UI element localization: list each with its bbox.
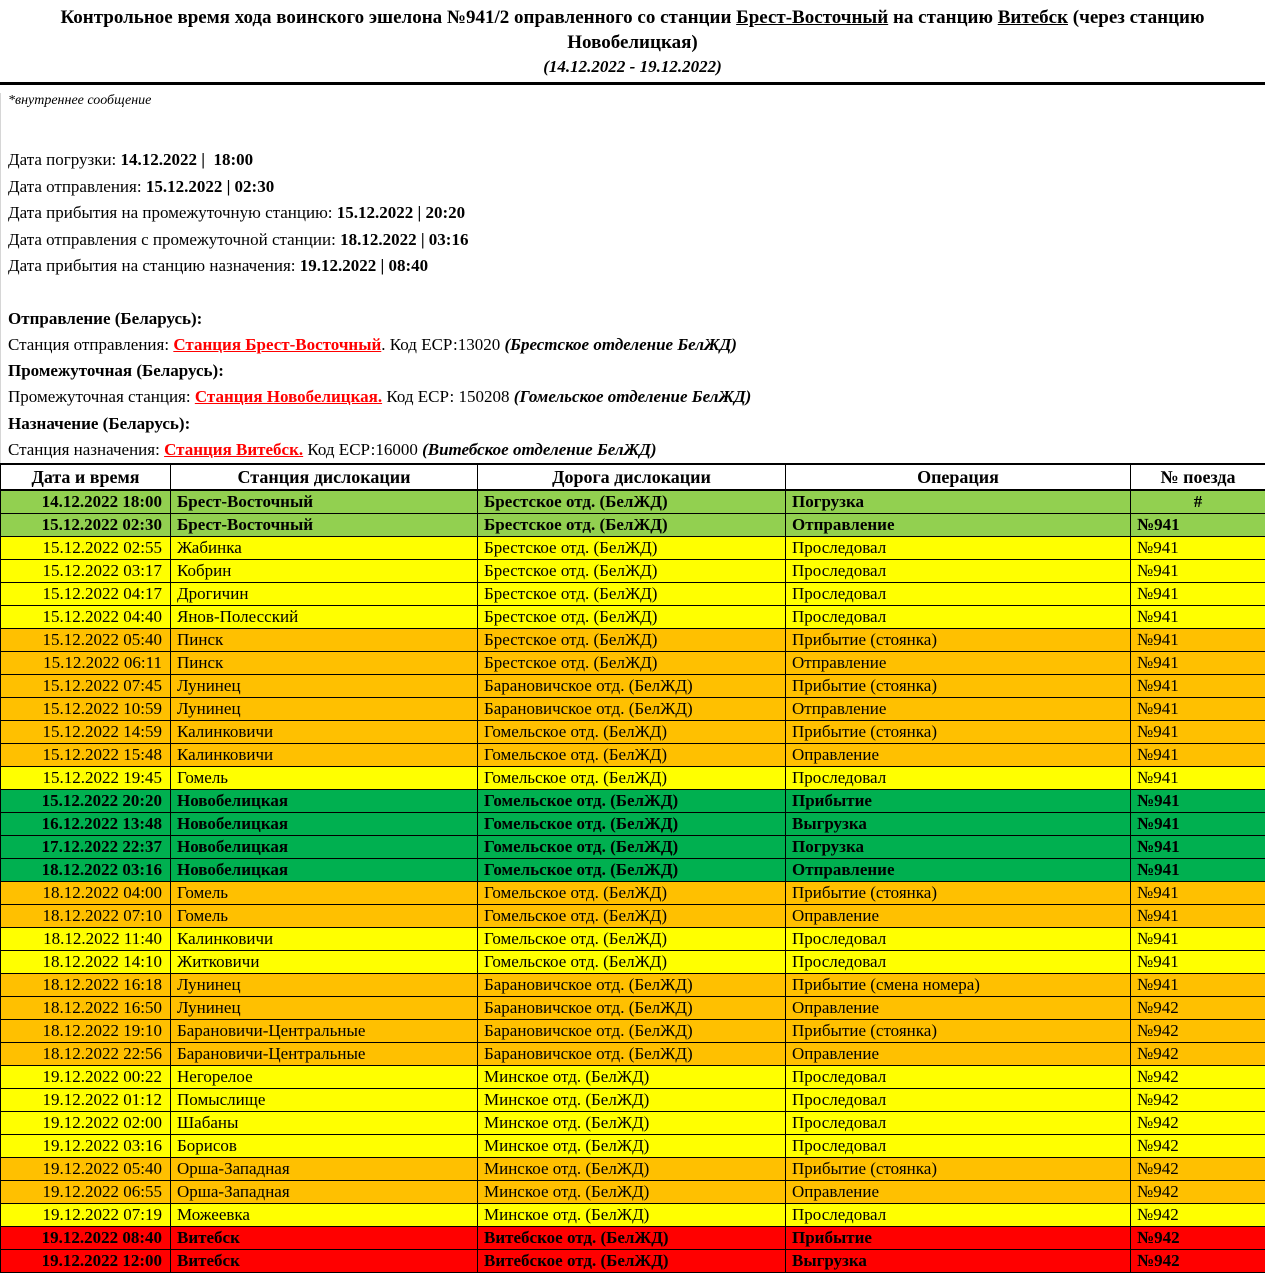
- table-cell-dt: 18.12.2022 16:18: [1, 974, 171, 997]
- table-row: [1, 721, 1265, 744]
- table-cell-station: Брест-Восточный: [171, 490, 478, 514]
- station-line-code: Код ЕСР:16000: [303, 439, 423, 459]
- table-cell-train: №941: [1131, 698, 1265, 721]
- table-cell-dt: 19.12.2022 12:00: [1, 1250, 171, 1273]
- table-row: [1, 974, 1265, 997]
- table-cell-dt: 18.12.2022 07:10: [1, 905, 171, 928]
- table-cell-station: Калинковичи: [171, 721, 478, 744]
- table-row: [1, 1158, 1265, 1181]
- table-row: [1, 629, 1265, 652]
- table-cell-op: Прибытие (стоянка): [786, 1020, 1131, 1043]
- col-header-operation: Операция: [786, 464, 1131, 490]
- table-cell-op: Выгрузка: [786, 1250, 1131, 1273]
- table-row: [1, 1066, 1265, 1089]
- info-label: Дата погрузки:: [8, 150, 117, 169]
- table-cell-op: Оправление: [786, 905, 1131, 928]
- table-cell-train: №942: [1131, 1158, 1265, 1181]
- table-cell-road: Витебское отд. (БелЖД): [478, 1250, 786, 1273]
- info-label: Дата прибытия на станцию назначения:: [8, 256, 296, 275]
- info-value: 15.12.2022 | 20:20: [336, 203, 466, 222]
- table-cell-train: №942: [1131, 997, 1265, 1020]
- table-cell-train: №941: [1131, 882, 1265, 905]
- info-value: 14.12.2022 | 18:00: [120, 150, 254, 169]
- col-header-train-number: № поезда: [1131, 464, 1265, 490]
- table-cell-road: Барановичское отд. (БелЖД): [478, 974, 786, 997]
- table-cell-road: Гомельское отд. (БелЖД): [478, 790, 786, 813]
- col-header-datetime: Дата и время: [1, 464, 171, 490]
- section-heading-intermediate: Промежуточная (Беларусь):: [8, 361, 224, 381]
- table-row: [1, 859, 1265, 882]
- table-cell-op: Проследовал: [786, 1066, 1131, 1089]
- table-cell-train: №941: [1131, 905, 1265, 928]
- table-cell-station: Новобелицкая: [171, 790, 478, 813]
- table-cell-dt: 15.12.2022 04:40: [1, 606, 171, 629]
- table-cell-train: №942: [1131, 1135, 1265, 1158]
- table-cell-road: Минское отд. (БелЖД): [478, 1158, 786, 1181]
- table-cell-dt: 18.12.2022 16:50: [1, 997, 171, 1020]
- info-line-loading-date: [8, 147, 1265, 174]
- table-row: [1, 560, 1265, 583]
- table-cell-train: №941: [1131, 537, 1265, 560]
- table-cell-station: Лунинец: [171, 698, 478, 721]
- table-cell-train: №941: [1131, 652, 1265, 675]
- table-cell-op: Проследовал: [786, 537, 1131, 560]
- table-cell-dt: 18.12.2022 22:56: [1, 1043, 171, 1066]
- station-line-departure: [8, 332, 1265, 358]
- table-cell-train: №941: [1131, 514, 1265, 537]
- table-cell-station: Калинковичи: [171, 744, 478, 767]
- table-row: [1, 606, 1265, 629]
- table-cell-train: №942: [1131, 1043, 1265, 1066]
- table-cell-op: Проследовал: [786, 1112, 1131, 1135]
- table-cell-dt: 18.12.2022 03:16: [1, 859, 171, 882]
- table-row: [1, 1135, 1265, 1158]
- table-cell-op: Прибытие (стоянка): [786, 882, 1131, 905]
- table-cell-dt: 19.12.2022 02:00: [1, 1112, 171, 1135]
- table-cell-train: №941: [1131, 606, 1265, 629]
- table-row: [1, 790, 1265, 813]
- info-label: Дата отправления с промежуточной станции:: [8, 229, 336, 249]
- table-cell-dt: 19.12.2022 00:22: [1, 1066, 171, 1089]
- table-cell-train: №941: [1131, 951, 1265, 974]
- station-line-division-note: (Брестское отделение БелЖД): [504, 334, 737, 354]
- table-cell-op: Проследовал: [786, 951, 1131, 974]
- table-cell-station: Барановичи-Центральные: [171, 1020, 478, 1043]
- table-cell-station: Орша-Западная: [171, 1158, 478, 1181]
- table-row: [1, 514, 1265, 537]
- table-cell-station: Новобелицкая: [171, 836, 478, 859]
- table-cell-op: Отправление: [786, 698, 1131, 721]
- table-cell-op: Проследовал: [786, 1135, 1131, 1158]
- table-cell-dt: 19.12.2022 08:40: [1, 1227, 171, 1250]
- col-header-station: Станция дислокации: [171, 464, 478, 490]
- table-row: [1, 813, 1265, 836]
- station-line-prefix: Станция назначения:: [8, 439, 165, 459]
- page-title: [10, 5, 1255, 55]
- table-cell-station: Брест-Восточный: [171, 514, 478, 537]
- table-cell-op: Оправление: [786, 744, 1131, 767]
- table-cell-dt: 15.12.2022 10:59: [1, 698, 171, 721]
- table-row: [1, 1181, 1265, 1204]
- table-row: [1, 767, 1265, 790]
- table-cell-dt: 15.12.2022 07:45: [1, 675, 171, 698]
- table-cell-station: Гомель: [171, 882, 478, 905]
- table-cell-op: Прибытие (смена номера): [786, 974, 1131, 997]
- table-cell-op: Проследовал: [786, 606, 1131, 629]
- table-row: [1, 675, 1265, 698]
- table-cell-op: Прибытие (стоянка): [786, 629, 1131, 652]
- table-cell-op: Отправление: [786, 514, 1131, 537]
- table-row: [1, 537, 1265, 560]
- table-cell-train: №942: [1131, 1204, 1265, 1227]
- table-cell-dt: 19.12.2022 01:12: [1, 1089, 171, 1112]
- route-table-body: [1, 490, 1265, 1273]
- table-cell-road: Гомельское отд. (БелЖД): [478, 951, 786, 974]
- table-cell-station: Борисов: [171, 1135, 478, 1158]
- table-cell-station: Помыслище: [171, 1089, 478, 1112]
- table-cell-road: Брестское отд. (БелЖД): [478, 514, 786, 537]
- table-cell-road: Барановичское отд. (БелЖД): [478, 1043, 786, 1066]
- table-cell-dt: 15.12.2022 20:20: [1, 790, 171, 813]
- table-cell-station: Новобелицкая: [171, 813, 478, 836]
- table-cell-op: Выгрузка: [786, 813, 1131, 836]
- table-cell-op: Погрузка: [786, 836, 1131, 859]
- station-line-code: Код ЕСР: 150208: [382, 387, 514, 407]
- table-cell-op: Проследовал: [786, 1089, 1131, 1112]
- table-cell-train: №942: [1131, 1089, 1265, 1112]
- table-cell-dt: 18.12.2022 14:10: [1, 951, 171, 974]
- table-cell-dt: 18.12.2022 11:40: [1, 928, 171, 951]
- table-cell-road: Гомельское отд. (БелЖД): [478, 836, 786, 859]
- table-cell-station: Лунинец: [171, 974, 478, 997]
- title-date-range: (14.12.2022 - 19.12.2022): [543, 57, 722, 76]
- table-row: [1, 1020, 1265, 1043]
- col-header-road: Дорога дислокации: [478, 464, 786, 490]
- table-cell-station: Орша-Западная: [171, 1181, 478, 1204]
- table-cell-station: Лунинец: [171, 997, 478, 1020]
- table-cell-station: Негорелое: [171, 1066, 478, 1089]
- table-cell-road: Брестское отд. (БелЖД): [478, 629, 786, 652]
- table-cell-dt: 15.12.2022 02:30: [1, 514, 171, 537]
- table-cell-road: Минское отд. (БелЖД): [478, 1204, 786, 1227]
- internal-message-note: *внутреннее сообщение: [8, 93, 152, 108]
- table-cell-dt: 15.12.2022 02:55: [1, 537, 171, 560]
- table-cell-train: №942: [1131, 1020, 1265, 1043]
- table-cell-road: Минское отд. (БелЖД): [478, 1181, 786, 1204]
- table-row: [1, 1043, 1265, 1066]
- table-cell-road: Барановичское отд. (БелЖД): [478, 1020, 786, 1043]
- station-line-code: . Код ЕСР:13020: [381, 334, 505, 354]
- title-text: (через станцию Новобелицкая): [567, 7, 1210, 53]
- station-line-destination: [8, 437, 1265, 463]
- table-cell-op: Оправление: [786, 1181, 1131, 1204]
- table-row: [1, 1250, 1265, 1273]
- document-header: [0, 0, 1265, 85]
- station-link-vitebsk[interactable]: Станция Витебск.: [164, 439, 304, 459]
- table-row: [1, 905, 1265, 928]
- table-cell-dt: 14.12.2022 18:00: [1, 490, 171, 514]
- table-cell-train: №941: [1131, 928, 1265, 951]
- table-cell-train: №941: [1131, 744, 1265, 767]
- table-cell-station: Калинковичи: [171, 928, 478, 951]
- table-cell-op: Погрузка: [786, 490, 1131, 514]
- table-cell-station: Новобелицкая: [171, 859, 478, 882]
- info-line-departure-date: [8, 174, 1265, 201]
- table-cell-train: №941: [1131, 859, 1265, 882]
- table-cell-road: Гомельское отд. (БелЖД): [478, 721, 786, 744]
- table-row: [1, 1227, 1265, 1250]
- table-cell-op: Проследовал: [786, 767, 1131, 790]
- station-line-division-note: (Гомельское отделение БелЖД): [513, 387, 752, 407]
- table-cell-road: Барановичское отд. (БелЖД): [478, 997, 786, 1020]
- table-cell-train: №941: [1131, 767, 1265, 790]
- table-cell-road: Брестское отд. (БелЖД): [478, 537, 786, 560]
- table-cell-road: Барановичское отд. (БелЖД): [478, 698, 786, 721]
- table-row: [1, 928, 1265, 951]
- info-label: Дата отправления:: [8, 176, 142, 196]
- table-cell-station: Пинск: [171, 652, 478, 675]
- table-row: [1, 951, 1265, 974]
- table-cell-station: Витебск: [171, 1227, 478, 1250]
- table-cell-train: №941: [1131, 836, 1265, 859]
- station-line-prefix: Промежуточная станция:: [8, 387, 195, 407]
- station-line-intermediate: [8, 384, 1265, 410]
- info-value: 15.12.2022 | 02:30: [145, 176, 275, 196]
- section-heading-destination: Назначение (Беларусь):: [8, 413, 191, 433]
- table-cell-dt: 15.12.2022 06:11: [1, 652, 171, 675]
- table-row: [1, 882, 1265, 905]
- table-cell-dt: 15.12.2022 15:48: [1, 744, 171, 767]
- table-cell-op: Оправление: [786, 1043, 1131, 1066]
- table-cell-train: №941: [1131, 790, 1265, 813]
- table-row: [1, 652, 1265, 675]
- loading-info-list: [8, 147, 1265, 280]
- table-cell-op: Прибытие (стоянка): [786, 675, 1131, 698]
- table-cell-station: Барановичи-Центральные: [171, 1043, 478, 1066]
- table-cell-station: Жабинка: [171, 537, 478, 560]
- table-cell-train: #: [1131, 490, 1265, 514]
- title-text: Контрольное время хода воинского эшелона №941/2 оправленного со станции: [60, 7, 737, 28]
- table-cell-road: Минское отд. (БелЖД): [478, 1089, 786, 1112]
- table-row: [1, 490, 1265, 514]
- table-row: [1, 997, 1265, 1020]
- table-row: [1, 698, 1265, 721]
- station-link-brest-vostochny[interactable]: Станция Брест-Восточный: [173, 334, 382, 354]
- table-cell-train: №942: [1131, 1066, 1265, 1089]
- document-body: [0, 93, 1265, 463]
- info-line-intermediate-arrival: [8, 200, 1265, 227]
- table-cell-road: Минское отд. (БелЖД): [478, 1112, 786, 1135]
- table-cell-station: Гомель: [171, 905, 478, 928]
- table-cell-op: Прибытие (стоянка): [786, 721, 1131, 744]
- table-cell-road: Брестское отд. (БелЖД): [478, 583, 786, 606]
- table-row: [1, 1089, 1265, 1112]
- table-cell-op: Прибытие: [786, 1227, 1131, 1250]
- table-cell-op: Проследовал: [786, 560, 1131, 583]
- table-cell-train: №942: [1131, 1227, 1265, 1250]
- route-sections: [8, 306, 1265, 464]
- table-cell-road: Брестское отд. (БелЖД): [478, 652, 786, 675]
- table-cell-op: Проследовал: [786, 583, 1131, 606]
- table-cell-road: Гомельское отд. (БелЖД): [478, 928, 786, 951]
- title-origin-station: Брест-Восточный: [736, 7, 889, 28]
- table-cell-dt: 17.12.2022 22:37: [1, 836, 171, 859]
- table-cell-station: Кобрин: [171, 560, 478, 583]
- title-destination-station: Витебск: [997, 7, 1069, 28]
- table-cell-op: Прибытие: [786, 790, 1131, 813]
- table-header-row: [1, 464, 1265, 490]
- table-row: [1, 1204, 1265, 1227]
- table-cell-op: Отправление: [786, 859, 1131, 882]
- table-cell-train: №941: [1131, 721, 1265, 744]
- table-cell-dt: 18.12.2022 19:10: [1, 1020, 171, 1043]
- station-line-division-note: (Витебское отделение БелЖД): [422, 439, 657, 459]
- table-row: [1, 1112, 1265, 1135]
- table-cell-op: Оправление: [786, 997, 1131, 1020]
- table-row: [1, 836, 1265, 859]
- table-cell-op: Отправление: [786, 652, 1131, 675]
- table-cell-road: Барановичское отд. (БелЖД): [478, 675, 786, 698]
- section-heading-departure: Отправление (Беларусь):: [8, 308, 203, 328]
- table-row: [1, 583, 1265, 606]
- table-cell-train: №941: [1131, 560, 1265, 583]
- info-label: Дата прибытия на промежуточную станцию:: [8, 203, 333, 222]
- table-cell-road: Минское отд. (БелЖД): [478, 1066, 786, 1089]
- table-cell-station: Житковичи: [171, 951, 478, 974]
- info-value: 18.12.2022 | 03:16: [340, 229, 469, 249]
- table-cell-op: Прибытие (стоянка): [786, 1158, 1131, 1181]
- table-row: [1, 744, 1265, 767]
- table-cell-road: Витебское отд. (БелЖД): [478, 1227, 786, 1250]
- info-value: 19.12.2022 | 08:40: [299, 256, 429, 275]
- table-cell-train: №941: [1131, 813, 1265, 836]
- table-cell-dt: 18.12.2022 04:00: [1, 882, 171, 905]
- table-cell-road: Гомельское отд. (БелЖД): [478, 859, 786, 882]
- table-cell-dt: 15.12.2022 04:17: [1, 583, 171, 606]
- table-cell-station: Витебск: [171, 1250, 478, 1273]
- table-cell-train: №941: [1131, 583, 1265, 606]
- table-cell-train: №942: [1131, 1250, 1265, 1273]
- table-cell-road: Брестское отд. (БелЖД): [478, 606, 786, 629]
- table-cell-road: Гомельское отд. (БелЖД): [478, 744, 786, 767]
- table-cell-road: Гомельское отд. (БелЖД): [478, 813, 786, 836]
- info-line-intermediate-departure: [8, 227, 1265, 254]
- route-table: [0, 463, 1265, 1273]
- table-cell-station: Можеевка: [171, 1204, 478, 1227]
- table-cell-train: №941: [1131, 675, 1265, 698]
- table-cell-op: Проследовал: [786, 1204, 1131, 1227]
- table-cell-op: Проследовал: [786, 928, 1131, 951]
- table-cell-dt: 19.12.2022 03:16: [1, 1135, 171, 1158]
- title-text: на станцию: [888, 7, 998, 28]
- table-cell-road: Брестское отд. (БелЖД): [478, 490, 786, 514]
- info-line-destination-arrival: [8, 253, 1265, 280]
- table-cell-road: Гомельское отд. (БелЖД): [478, 882, 786, 905]
- table-cell-train: №942: [1131, 1112, 1265, 1135]
- table-cell-dt: 19.12.2022 06:55: [1, 1181, 171, 1204]
- station-line-prefix: Станция отправления:: [8, 334, 174, 354]
- station-link-novobelitskaya[interactable]: Станция Новобелицкая.: [194, 387, 383, 407]
- table-cell-station: Гомель: [171, 767, 478, 790]
- table-cell-dt: 15.12.2022 14:59: [1, 721, 171, 744]
- table-cell-dt: 15.12.2022 19:45: [1, 767, 171, 790]
- table-cell-station: Пинск: [171, 629, 478, 652]
- table-cell-road: Брестское отд. (БелЖД): [478, 560, 786, 583]
- table-cell-road: Гомельское отд. (БелЖД): [478, 905, 786, 928]
- table-cell-dt: 19.12.2022 05:40: [1, 1158, 171, 1181]
- table-cell-station: Шабаны: [171, 1112, 478, 1135]
- table-cell-road: Гомельское отд. (БелЖД): [478, 767, 786, 790]
- table-cell-dt: 15.12.2022 05:40: [1, 629, 171, 652]
- table-cell-station: Лунинец: [171, 675, 478, 698]
- table-cell-train: №941: [1131, 629, 1265, 652]
- table-cell-station: Дрогичин: [171, 583, 478, 606]
- table-cell-dt: 16.12.2022 13:48: [1, 813, 171, 836]
- table-cell-dt: 19.12.2022 07:19: [1, 1204, 171, 1227]
- table-cell-station: Янов-Полесский: [171, 606, 478, 629]
- table-cell-train: №942: [1131, 1181, 1265, 1204]
- table-cell-road: Минское отд. (БелЖД): [478, 1135, 786, 1158]
- table-cell-train: №941: [1131, 974, 1265, 997]
- table-cell-dt: 15.12.2022 03:17: [1, 560, 171, 583]
